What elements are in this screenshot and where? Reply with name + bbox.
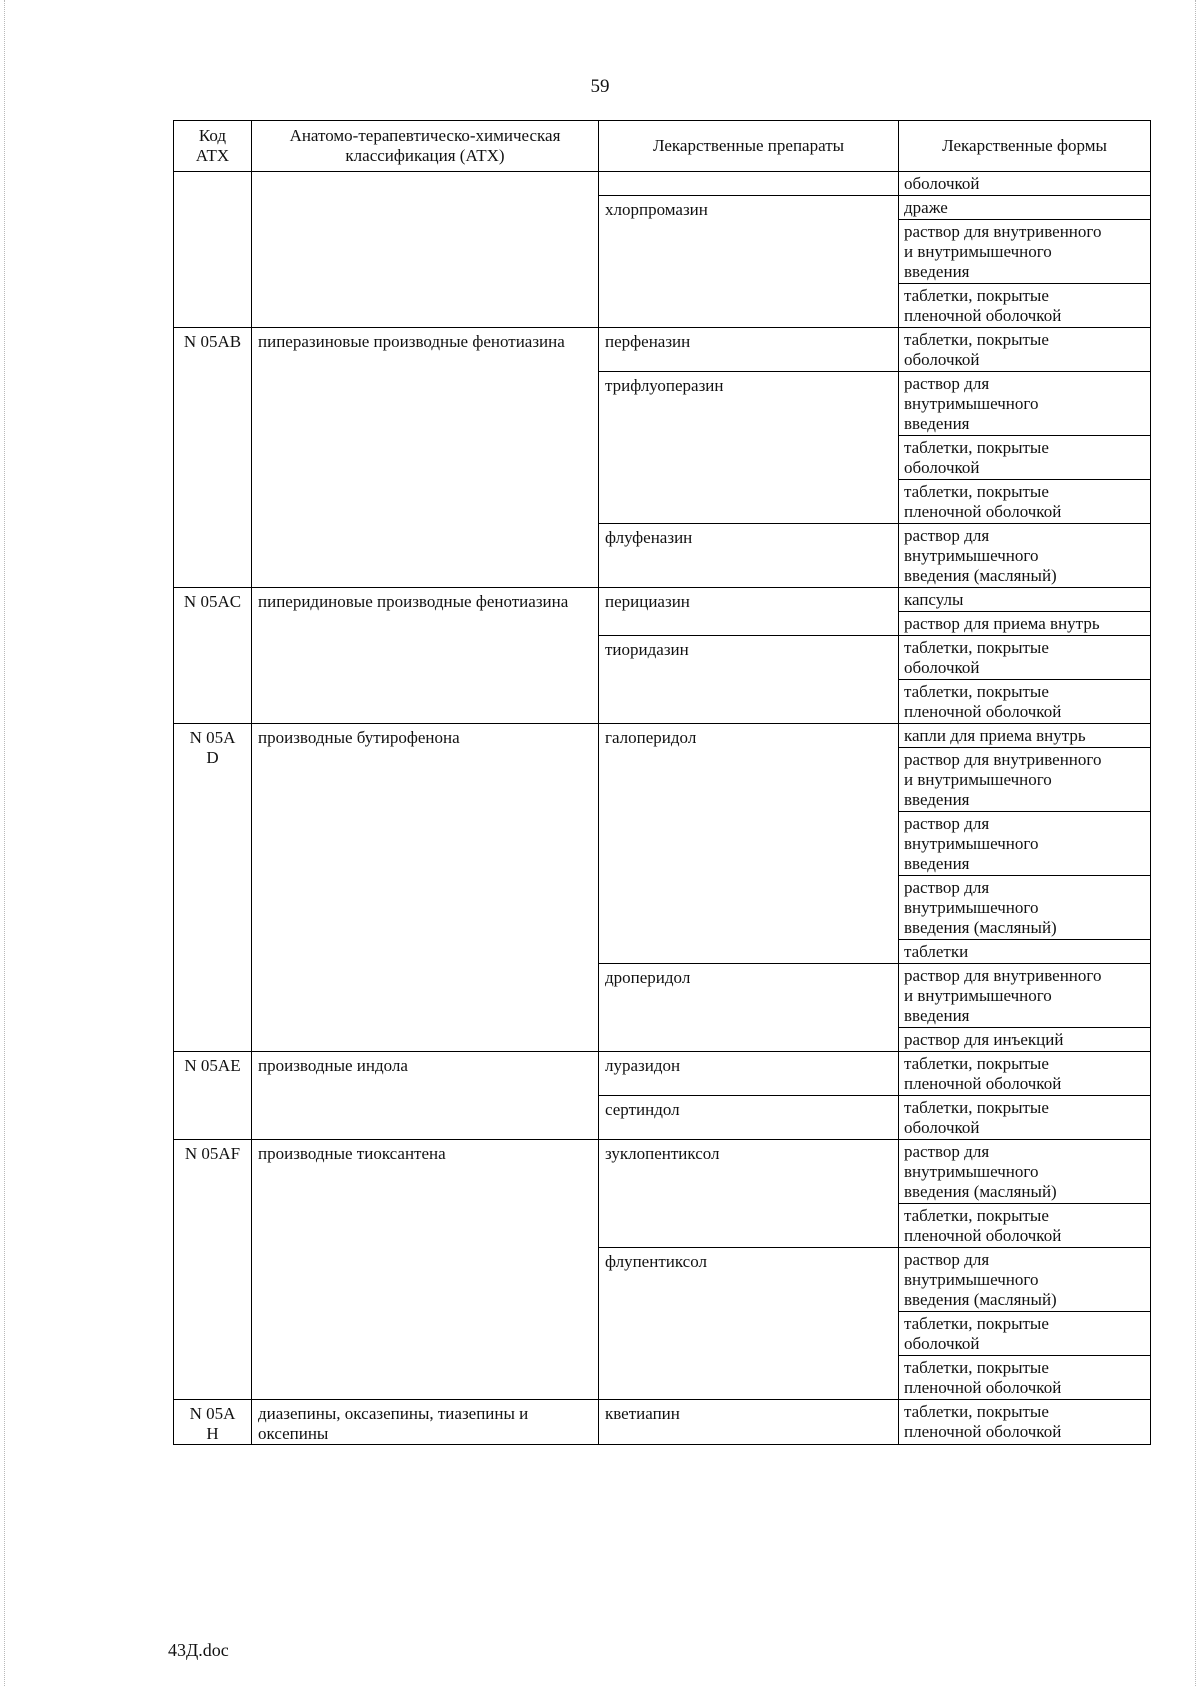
- header-classification: Анатомо-терапевтическо-химическая классификация (АТХ): [252, 121, 599, 172]
- atc-classification: пиперидиновые производные фенотиазина: [252, 588, 599, 724]
- dosage-form: раствор для внутримышечного введения (масляный): [899, 1140, 1150, 1204]
- dosage-form: раствор для внутримышечного введения (масляный): [899, 1248, 1150, 1312]
- dosage-form: таблетки, покрытые пленочной оболочкой: [904, 1206, 1062, 1245]
- dosage-form: капли для приема внутрь: [899, 724, 1150, 748]
- table-row: [174, 1140, 1151, 1248]
- drug-name: зуклопентиксол: [599, 1140, 899, 1248]
- table-body: [174, 172, 1151, 1445]
- drug-forms: [899, 524, 1151, 588]
- drug-forms: [899, 1096, 1151, 1140]
- dosage-form: таблетки, покрытые пленочной оболочкой: [904, 1358, 1062, 1397]
- drug-name: трифлуоперазин: [599, 372, 899, 524]
- atc-classification: [252, 172, 599, 328]
- table-header-row: [174, 121, 1151, 172]
- dosage-form: раствор для внутримышечного введения: [899, 372, 1150, 436]
- header-drugs: Лекарственные препараты: [599, 121, 899, 172]
- dosage-form: раствор для внутримышечного введения (масляный): [899, 876, 1150, 940]
- drug-name: флуфеназин: [599, 524, 899, 588]
- scan-edge-right: [1191, 0, 1196, 1686]
- dosage-form: таблетки, покрытые пленочной оболочкой: [904, 1402, 1062, 1441]
- dosage-form: таблетки, покрытые пленочной оболочкой: [904, 1054, 1062, 1093]
- table-row: [174, 172, 1151, 196]
- drug-forms: [899, 1140, 1151, 1248]
- drug-name: сертиндол: [599, 1096, 899, 1140]
- drug-forms: [899, 964, 1151, 1052]
- drug-forms: [899, 196, 1151, 328]
- drug-forms: [899, 328, 1151, 372]
- drug-name: тиоридазин: [599, 636, 899, 724]
- drug-name: [599, 172, 899, 196]
- atc-code: N 05AE: [174, 1052, 252, 1140]
- table-row: [174, 328, 1151, 372]
- dosage-form: драже: [899, 196, 1150, 220]
- drug-name: хлорпромазин: [599, 196, 899, 328]
- dosage-form: таблетки, покрытые пленочной оболочкой: [904, 286, 1062, 325]
- dosage-form: таблетки, покрытые оболочкой: [899, 1312, 1150, 1356]
- dosage-form: раствор для внутривенного и внутримышечного введения: [899, 220, 1150, 284]
- dosage-form: таблетки, покрытые оболочкой: [904, 330, 1049, 369]
- atc-code: N 05AC: [174, 588, 252, 724]
- dosage-form: таблетки, покрытые оболочкой: [904, 1098, 1049, 1137]
- atc-classification: пиперазиновые производные фенотиазина: [252, 328, 599, 588]
- dosage-form: раствор для внутривенного и внутримышечного введения: [899, 964, 1150, 1028]
- drug-name: перициазин: [599, 588, 899, 636]
- dosage-form: раствор для внутримышечного введения: [899, 812, 1150, 876]
- dosage-form: оболочкой: [904, 174, 980, 193]
- dosage-form: таблетки, покрытые пленочной оболочкой: [904, 682, 1062, 721]
- atc-code: N 05AF: [174, 1140, 252, 1400]
- drug-name: галоперидол: [599, 724, 899, 964]
- dosage-form: раствор для приема внутрь: [904, 614, 1100, 633]
- dosage-form: раствор для внутривенного и внутримышечного введения: [899, 748, 1150, 812]
- dosage-form: таблетки, покрытые оболочкой: [899, 636, 1150, 680]
- drug-forms: [899, 1400, 1151, 1445]
- drug-forms: [899, 372, 1151, 524]
- atc-code: N 05A H: [174, 1400, 252, 1445]
- drug-forms: [899, 172, 1151, 196]
- dosage-form: капсулы: [899, 588, 1150, 612]
- drug-name: кветиапин: [599, 1400, 899, 1445]
- drug-forms: [899, 1052, 1151, 1096]
- atc-table: [173, 120, 1151, 1445]
- page-number: 59: [590, 76, 610, 97]
- atc-classification: производные тиоксантена: [252, 1140, 599, 1400]
- atc-code: N 05AB: [174, 328, 252, 588]
- dosage-form: таблетки: [904, 942, 969, 961]
- atc-code: N 05A D: [174, 724, 252, 1052]
- dosage-form: таблетки, покрытые оболочкой: [899, 436, 1150, 480]
- drug-name: перфеназин: [599, 328, 899, 372]
- table-row: [174, 1400, 1151, 1445]
- drug-forms: [899, 724, 1151, 964]
- atc-classification: диазепины, оксазепины, тиазепины и оксепины: [252, 1400, 599, 1445]
- drug-forms: [899, 636, 1151, 724]
- drug-name: луразидон: [599, 1052, 899, 1096]
- atc-classification: производные индола: [252, 1052, 599, 1140]
- dosage-form: раствор для инъекций: [904, 1030, 1064, 1049]
- drug-name: дроперидол: [599, 964, 899, 1052]
- scan-edge-left: [4, 0, 9, 1686]
- atc-code: [174, 172, 252, 328]
- table-row: [174, 1052, 1151, 1096]
- header-code: Код АТХ: [174, 121, 252, 172]
- atc-classification: производные бутирофенона: [252, 724, 599, 1052]
- table-row: [174, 724, 1151, 964]
- dosage-form: таблетки, покрытые пленочной оболочкой: [904, 482, 1062, 521]
- drug-forms: [899, 588, 1151, 636]
- drug-forms: [899, 1248, 1151, 1400]
- dosage-form: раствор для внутримышечного введения (масляный): [904, 526, 1057, 585]
- header-forms: Лекарственные формы: [899, 121, 1151, 172]
- drug-name: флупентиксол: [599, 1248, 899, 1400]
- table-row: [174, 588, 1151, 636]
- footer-filename: 43Д.doc: [168, 1640, 229, 1660]
